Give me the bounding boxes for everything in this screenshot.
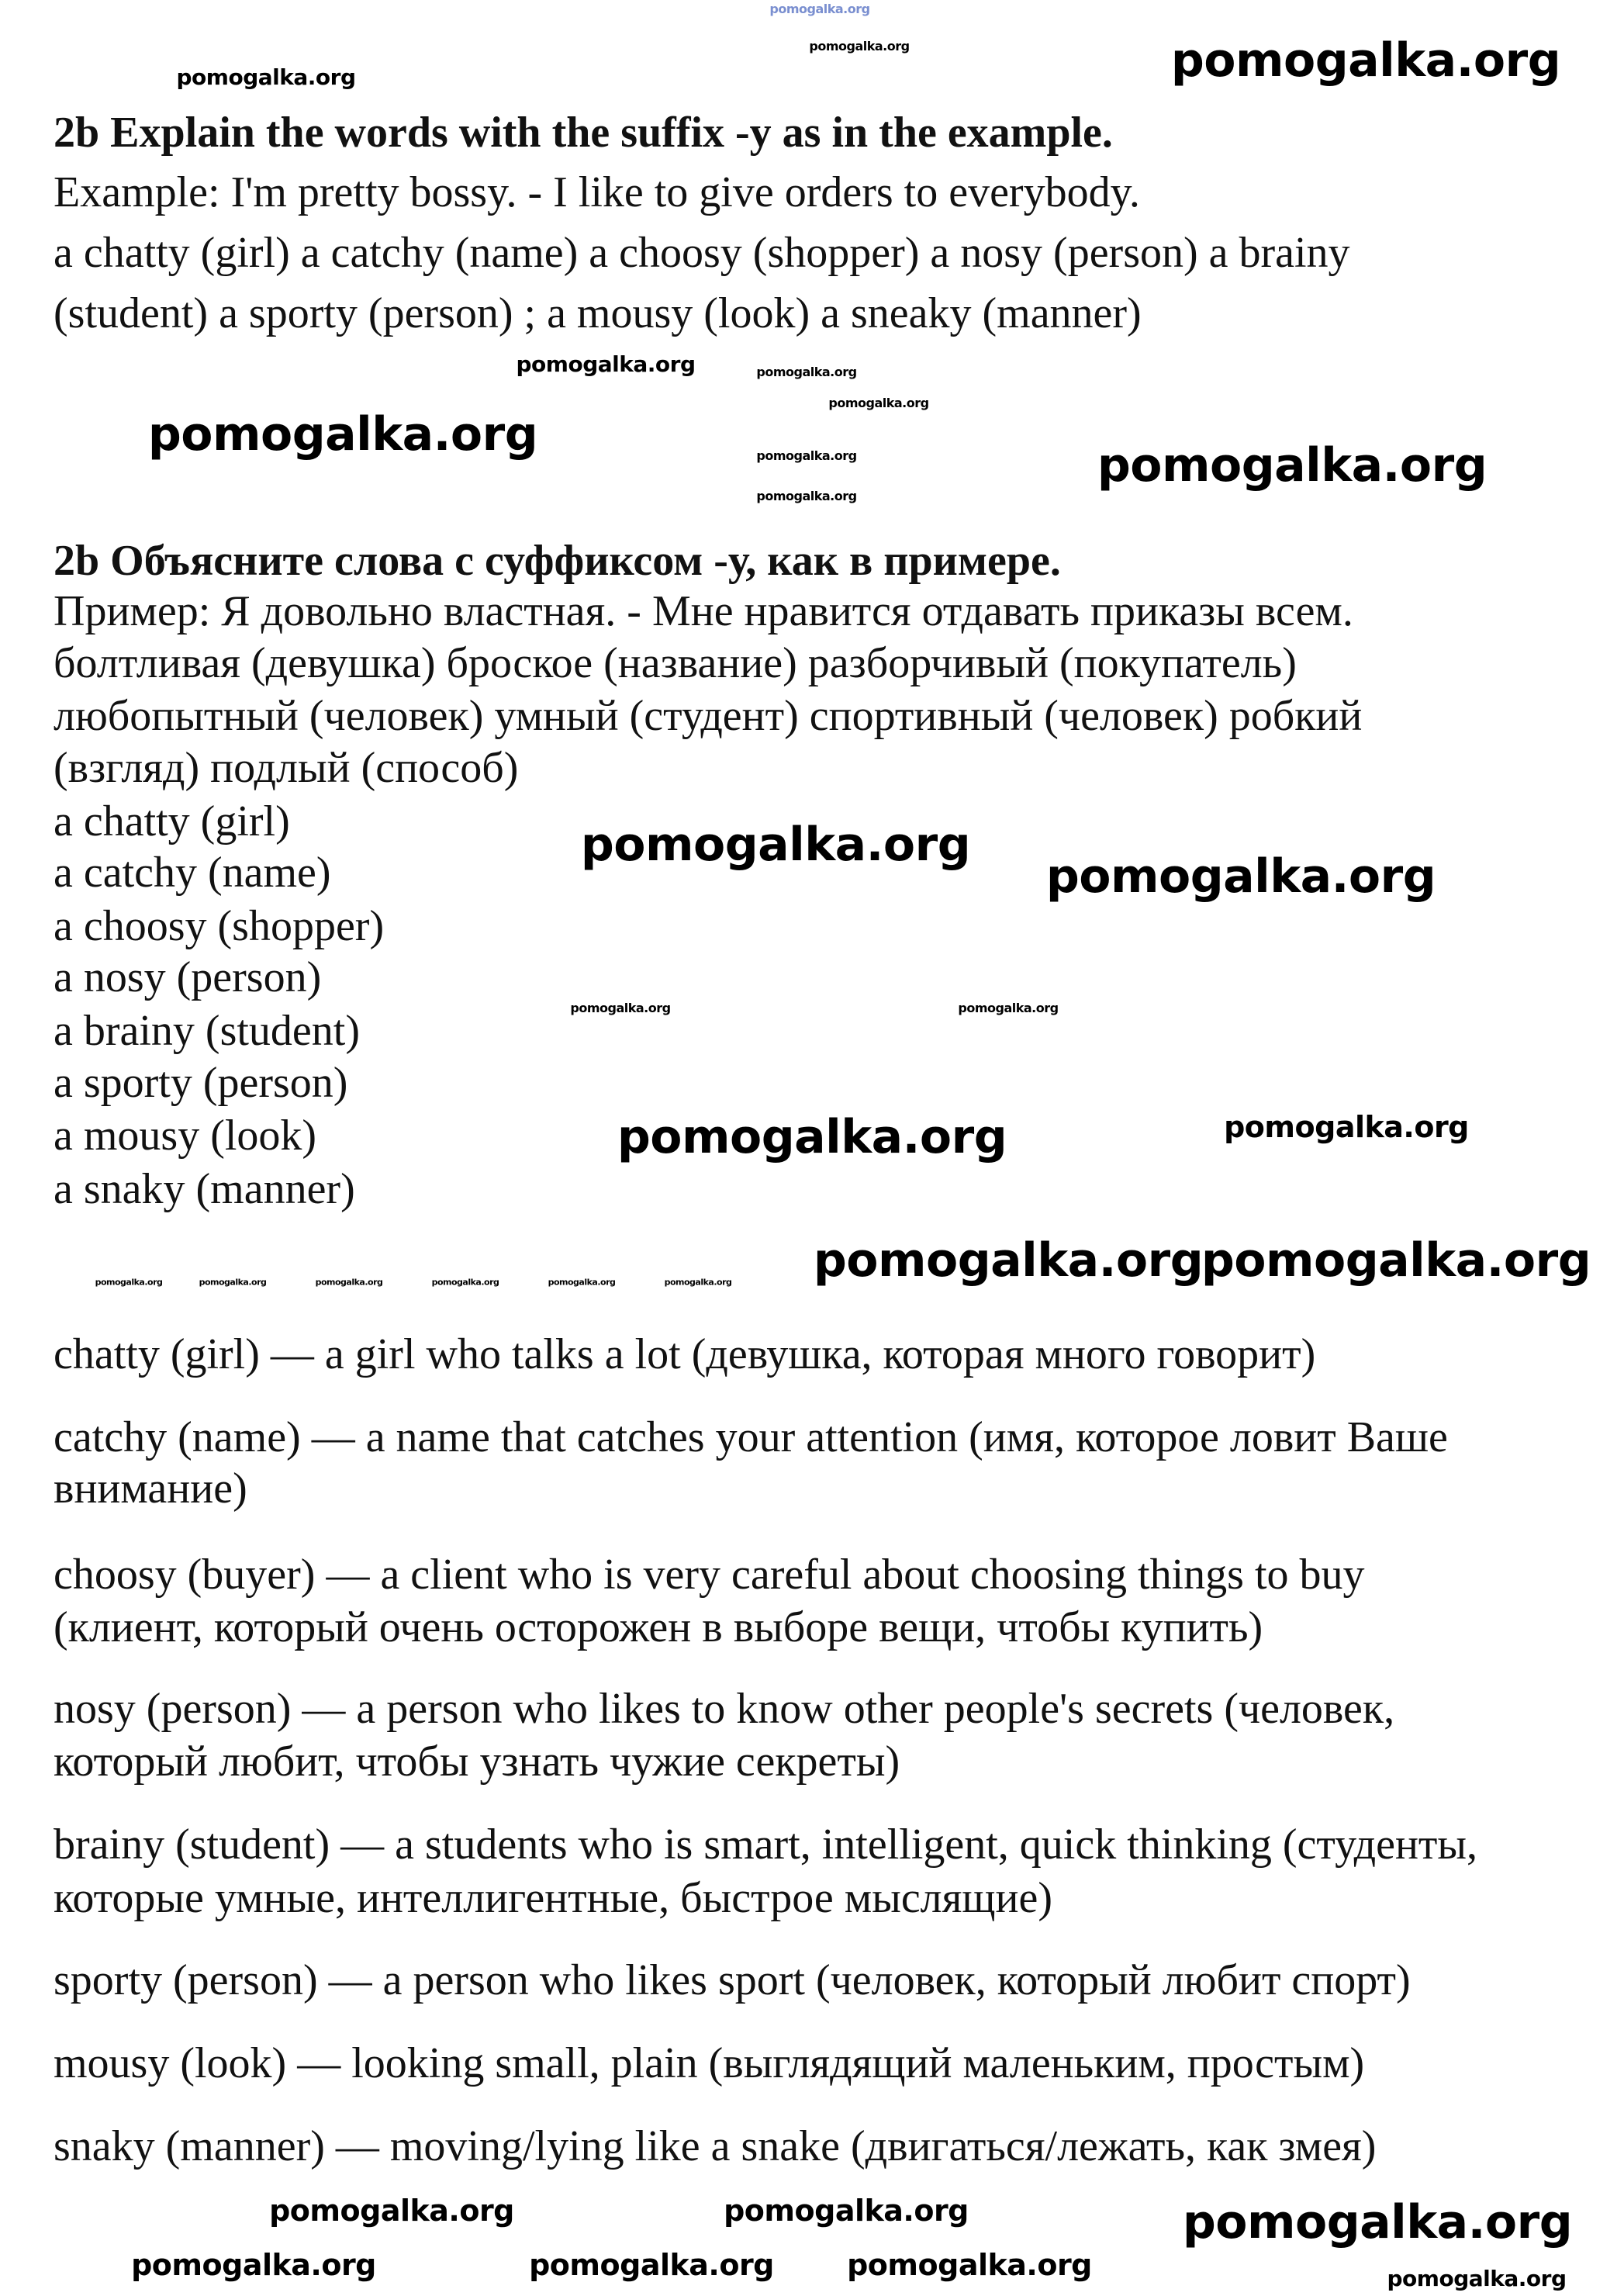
watermark: pomogalka.org (1224, 1110, 1469, 1144)
watermark: pomogalka.org (769, 2, 870, 16)
list-item: a mousy (look) (54, 1112, 317, 1160)
list-item: a brainy (student) (54, 1007, 360, 1055)
list-item: a choosy (shopper) (54, 902, 385, 950)
words-line-ru: (взгляд) подлый (способ) (54, 744, 519, 792)
watermark: pomogalka.org (529, 2248, 774, 2282)
watermark: pomogalka.org (958, 1001, 1059, 1015)
words-line-ru: любопытный (человек) умный (студент) спортивный (человек) робкий (54, 692, 1363, 740)
watermark: pomogalka.org (1201, 1233, 1591, 1288)
watermark: pomogalka.org (1182, 2195, 1573, 2249)
list-item: a sporty (person) (54, 1059, 348, 1107)
words-line: a chatty (girl) a catchy (name) a choosy (shopper) a nosy (person) a brainy (54, 229, 1350, 277)
watermark: pomogalka.org (724, 2194, 969, 2228)
watermark: pomogalka.org (664, 1277, 732, 1288)
answer-line: snaky (manner) — moving/lying like a snake (двигаться/лежать, как змея) (54, 2122, 1377, 2170)
answer-line: nosy (person) — a person who likes to know other people's secrets (человек, (54, 1685, 1395, 1733)
example-en: Example: I'm pretty bossy. - I like to give orders to everybody. (54, 168, 1140, 216)
watermark: pomogalka.org (176, 64, 356, 90)
words-line-ru: болтливая (девушка) броское (название) разборчивый (покупатель) (54, 639, 1297, 687)
list-item: a snaky (manner) (54, 1165, 355, 1213)
answer-line: который любит, чтобы узнать чужие секреты) (54, 1738, 900, 1786)
answer-line: catchy (name) — a name that catches your attention (имя, которое ловит Ваше (54, 1413, 1448, 1461)
words-line: (student) a sporty (person) ; a mousy (look) a sneaky (manner) (54, 289, 1142, 337)
answer-line: (клиент, который очень осторожен в выборе вещи, чтобы купить) (54, 1603, 1263, 1651)
watermark: pomogalka.org (1387, 2266, 1567, 2291)
watermark: pomogalka.org (199, 1277, 267, 1288)
answer-line: choosy (buyer) — a client who is very careful about choosing things to buy (54, 1551, 1365, 1599)
answer-line: которые умные, интеллигентные, быстрое мыслящие) (54, 1874, 1052, 1922)
watermark: pomogalka.org (431, 1277, 499, 1288)
heading-en: 2b Explain the words with the suffix -y as in the example. (54, 109, 1113, 157)
watermark: pomogalka.org (570, 1001, 671, 1015)
answer-line: внимание) (54, 1464, 247, 1513)
list-item: a nosy (person) (54, 953, 322, 1001)
watermark: pomogalka.org (580, 818, 971, 872)
watermark: pomogalka.org (1170, 33, 1561, 88)
answer-line: brainy (student) — a students who is smart, intelligent, quick thinking (студенты, (54, 1821, 1478, 1869)
watermark: pomogalka.org (809, 39, 910, 54)
watermark: pomogalka.org (315, 1277, 383, 1288)
list-item: a catchy (name) (54, 849, 331, 897)
answer-line: mousy (look) — looking small, plain (выглядящий маленьким, простым) (54, 2039, 1365, 2087)
watermark: pomogalka.org (756, 489, 857, 503)
watermark: pomogalka.org (131, 2248, 376, 2282)
list-item: a chatty (girl) (54, 797, 290, 845)
answer-line: chatty (girl) — a girl who talks a lot (девушка, которая много говорит) (54, 1330, 1316, 1378)
watermark: pomogalka.org (813, 1233, 1204, 1288)
watermark: pomogalka.org (516, 351, 696, 377)
watermark: pomogalka.org (847, 2248, 1092, 2282)
watermark: pomogalka.org (828, 396, 929, 410)
watermark: pomogalka.org (548, 1277, 616, 1288)
watermark: pomogalka.org (756, 448, 857, 463)
watermark: pomogalka.org (147, 407, 538, 462)
heading-ru: 2b Объясните слова с суффиксом -у, как в примере. (54, 537, 1061, 585)
watermark: pomogalka.org (1097, 438, 1488, 493)
watermark: pomogalka.org (95, 1277, 163, 1288)
watermark: pomogalka.org (617, 1110, 1007, 1164)
watermark: pomogalka.org (1045, 849, 1436, 904)
example-ru: Пример: Я довольно властная. - Мне нравится отдавать приказы всем. (54, 587, 1353, 635)
watermark: pomogalka.org (269, 2194, 514, 2228)
answer-line: sporty (person) — a person who likes sport (человек, который любит спорт) (54, 1956, 1411, 2004)
watermark: pomogalka.org (756, 365, 857, 379)
